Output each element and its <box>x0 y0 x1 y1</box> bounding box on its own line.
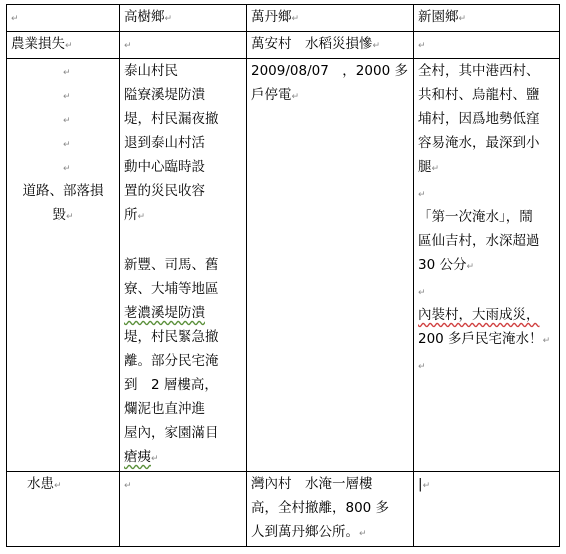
road-col2-cell <box>247 59 414 472</box>
road-col3-p1-line: 容易淹水，最深到小 <box>418 135 540 151</box>
road-col1-p1-line: 堤，村民漏夜撤 <box>124 111 219 127</box>
paragraph-mark: ↵ <box>542 336 551 346</box>
header-col1 <box>120 5 247 32</box>
paragraph-mark: ↵ <box>63 68 71 78</box>
agri-col2-cell <box>247 32 414 59</box>
paragraph-mark: ↵ <box>137 212 146 222</box>
header-col2-label: 萬丹鄉 <box>251 9 292 25</box>
road-col2-line: 2009/08/07 ，2000 多 <box>251 63 408 79</box>
road-col1-p2-line: 荖濃溪堤防潰 <box>124 305 205 321</box>
water-col2-line: 高，全村撤離，800 多 <box>251 500 390 516</box>
paragraph-mark: ↵ <box>422 481 431 491</box>
paragraph-mark: ↵ <box>63 92 71 102</box>
paragraph-mark: ↵ <box>54 481 62 491</box>
paragraph-mark: ↵ <box>124 41 132 51</box>
road-col1-p1-line: 退到泰山村活 <box>124 135 205 151</box>
paragraph-mark: ↵ <box>418 362 426 372</box>
water-col2-line: 灣內村 水淹一層樓 <box>251 476 373 492</box>
header-corner-cell <box>7 5 120 32</box>
agri-col1-cell <box>120 32 247 59</box>
header-col3 <box>414 5 560 32</box>
water-label: 水患 <box>27 476 54 492</box>
road-col3-p3-line: 內裝村，大雨成災， <box>418 307 540 323</box>
road-label-line1: 道路、部落損 <box>22 183 104 199</box>
header-col2 <box>247 5 414 32</box>
paragraph-mark: ↵ <box>65 41 73 51</box>
water-label-cell <box>7 472 120 547</box>
paragraph-mark: ↵ <box>466 262 475 272</box>
road-col1-p2-line: 離。部分民宅淹 <box>124 353 219 369</box>
road-label-line2: 毀 <box>52 207 66 223</box>
paragraph-mark: ↵ <box>431 164 440 174</box>
road-col1-p2-line: 寮、大埔等地區 <box>124 281 219 297</box>
agri-label-cell <box>7 32 120 59</box>
road-row <box>7 59 560 472</box>
paragraph-mark: ↵ <box>418 41 426 51</box>
road-col3-p1-line: 埔村，因爲地勢低窪 <box>418 111 540 127</box>
paragraph-mark: ↵ <box>291 92 300 102</box>
water-row <box>7 472 560 547</box>
road-col3-p2-line: 「第一次淹水」，鬧 <box>418 209 533 225</box>
paragraph-mark: ↵ <box>359 529 367 539</box>
road-col1-p1-line: 動中心臨時設 <box>124 159 205 175</box>
paragraph-mark: ↵ <box>65 212 74 222</box>
header-col1-label: 高樹鄉 <box>124 9 165 25</box>
water-col3-cell[interactable] <box>414 472 560 547</box>
agri-row <box>7 32 560 59</box>
header-col3-label: 新園鄉 <box>418 9 459 25</box>
agri-label: 農業損失 <box>11 36 65 52</box>
road-col1-p2-line: 瘡痍 <box>124 449 151 465</box>
road-col3-p2-line: 區仙吉村，水深超過 <box>418 233 540 249</box>
paragraph-mark: ↵ <box>418 288 426 298</box>
agri-col3-cell <box>414 32 560 59</box>
paragraph-mark: ↵ <box>124 481 132 491</box>
road-label-cell <box>7 59 120 472</box>
road-col2-line: 戶停電 <box>251 87 292 103</box>
road-col3-p3-line: 200 多戶民宅淹水！ <box>418 331 543 347</box>
paragraph-mark: ↵ <box>458 14 467 24</box>
paragraph-mark: ↵ <box>372 41 381 51</box>
road-col1-p1-line: 置的災民收容 <box>124 183 205 199</box>
header-row <box>7 5 560 32</box>
road-col3-p1-line: 共和村、烏龍村、鹽 <box>418 87 540 103</box>
road-col1-p2-line: 到 2 層樓高， <box>124 377 218 393</box>
paragraph-mark: ↵ <box>63 140 71 150</box>
paragraph-mark: ↵ <box>151 454 159 464</box>
road-col1-p2-line: 新豐、司馬、舊 <box>124 257 219 273</box>
road-col1-cell <box>120 59 247 472</box>
text-cursor: | <box>418 476 423 492</box>
road-col1-p1-line: 泰山村民 <box>124 63 178 79</box>
paragraph-mark: ↵ <box>291 14 300 24</box>
road-col1-p1-line: 隘寮溪堤防潰 <box>124 87 205 103</box>
water-col1-cell <box>120 472 247 547</box>
road-col3-p1-line: 全村，其中港西村、 <box>418 63 540 79</box>
road-col1-p2-line: 堤，村民緊急撤 <box>124 329 219 345</box>
paragraph-mark: ↵ <box>63 116 71 126</box>
disaster-report-table <box>6 4 560 547</box>
water-col2-line: 人到萬丹鄉公所。 <box>251 524 359 540</box>
road-col1-p1-line: 所 <box>124 207 138 223</box>
water-col2-cell <box>247 472 414 547</box>
paragraph-mark: ↵ <box>164 14 173 24</box>
agri-col2-text: 萬安村 水稻災損慘 <box>251 36 373 52</box>
road-col3-p1-line: 腿 <box>418 159 432 175</box>
road-col3-cell <box>414 59 560 472</box>
paragraph-mark: ↵ <box>418 190 426 200</box>
road-col1-p2-line: 爛泥也直沖進 <box>124 401 205 417</box>
paragraph-mark: ↵ <box>63 164 71 174</box>
paragraph-mark: ↵ <box>11 14 19 24</box>
road-col3-p2-line: 30 公分 <box>418 257 467 273</box>
road-col1-p2-line: 屋內，家園滿目 <box>124 425 219 441</box>
